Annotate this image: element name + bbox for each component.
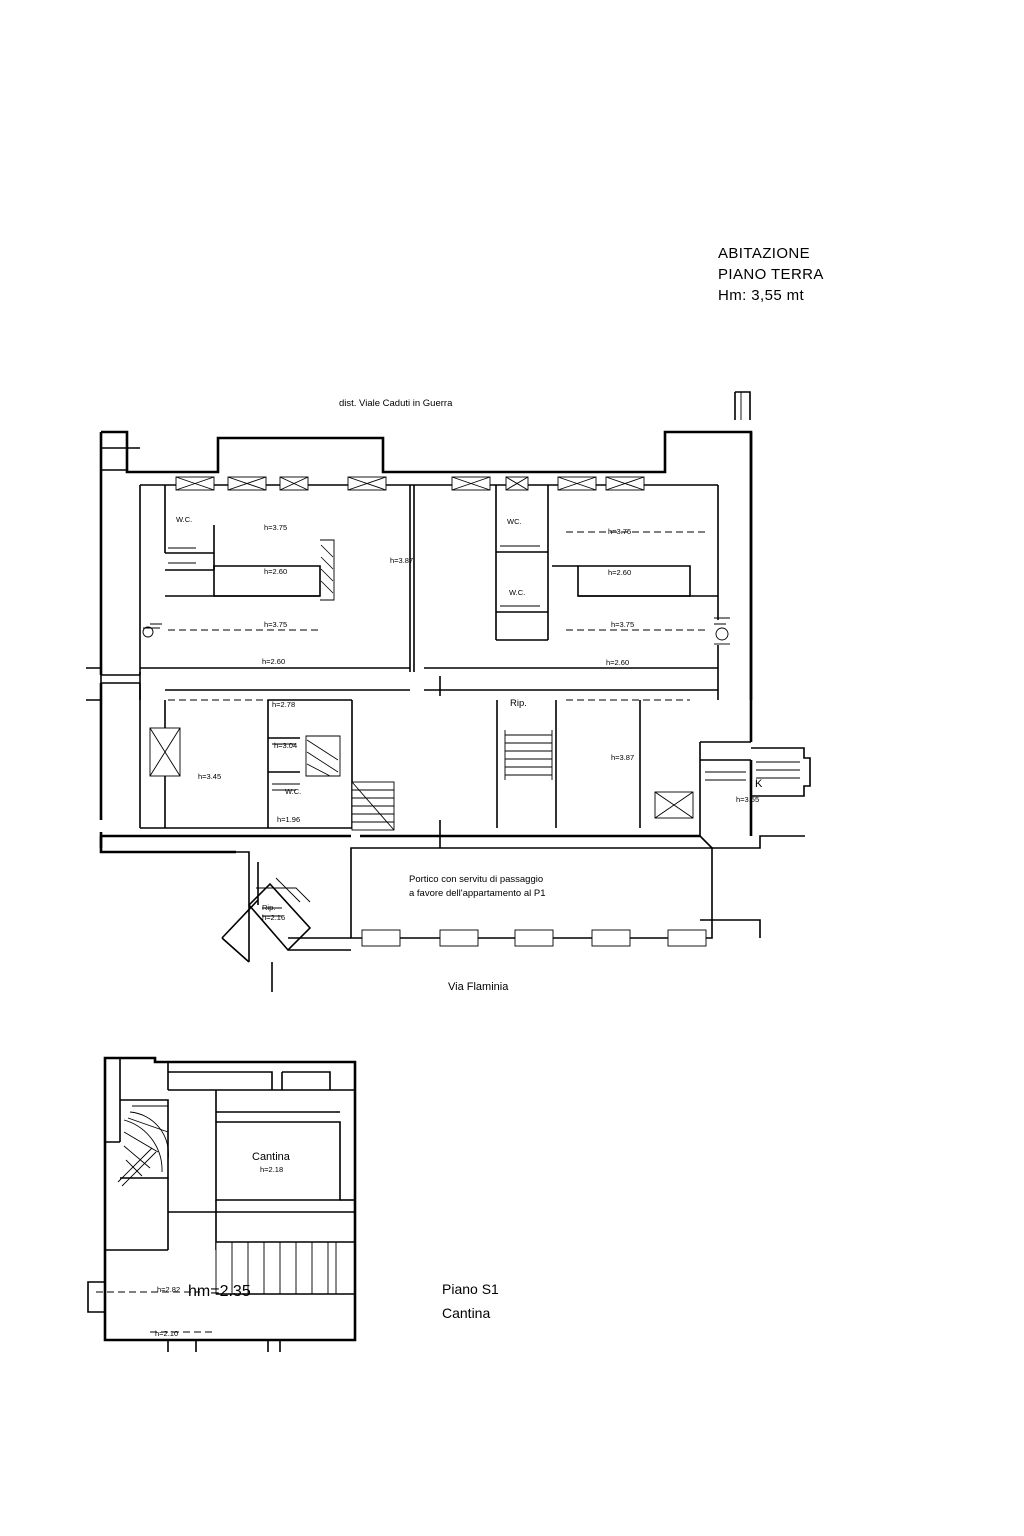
height-wc-bottom: h=1.96 (277, 815, 301, 824)
height-lower-right-387: h=3.87 (611, 753, 635, 762)
street-label-top: dist. Viale Caduti in Guerra (339, 398, 453, 409)
room-label-kitchen: K (755, 778, 763, 790)
basement-mean-height: hm=2.35 (188, 1283, 251, 1300)
height-upper-left-375: h=3.75 (264, 523, 288, 532)
lower-plan-title-line-1: Piano S1 (442, 1281, 499, 1297)
height-mid-right-260: h=2.60 (606, 658, 630, 667)
height-mid-left-375: h=3.75 (264, 620, 288, 629)
room-label-wc-left: W.C. (176, 515, 193, 524)
room-label-wc-mid-lower: W.C. (509, 588, 526, 597)
room-label-wc-mid-upper: WC. (507, 517, 522, 526)
height-upper-left-260: h=2.60 (264, 567, 288, 576)
basement-height-left: h=2.82 (157, 1285, 181, 1294)
portico-note-line-1: Portico con servitu di passaggio (409, 874, 544, 885)
room-height-rip-outside: h=2.16 (262, 913, 286, 922)
height-lower-left-345: h=3.45 (198, 772, 222, 781)
basement-room-height: h=2.18 (260, 1165, 284, 1174)
basement-height-bottom: h=2.10 (155, 1329, 179, 1338)
height-wc-304: h=3.04 (274, 741, 298, 750)
height-center-387: h=3.87 (390, 556, 414, 565)
page-title-line-3: Hm: 3,55 mt (718, 287, 805, 304)
height-corridor-278: h=2.78 (272, 700, 296, 709)
portico-note-line-2: a favore dell'appartamento al P1 (409, 888, 546, 899)
height-upper-right-375: h=3.75 (608, 527, 632, 536)
room-label-rip-outside: Rip. (262, 903, 276, 912)
lower-plan-title-line-2: Cantina (442, 1305, 491, 1321)
room-height-kitchen: h=3.55 (736, 795, 760, 804)
street-label-bottom: Via Flaminia (448, 981, 509, 993)
basement-room-label: Cantina (252, 1151, 290, 1163)
page-title-line-2: PIANO TERRA (718, 266, 824, 283)
height-mid-right-375: h=3.75 (611, 620, 635, 629)
room-label-wc-bottom: W.C. (285, 787, 302, 796)
page-title-line-1: ABITAZIONE (718, 245, 811, 262)
room-label-rip-center: Rip. (510, 698, 527, 709)
height-mid-left-260: h=2.60 (262, 657, 286, 666)
height-upper-right-260: h=2.60 (608, 568, 632, 577)
